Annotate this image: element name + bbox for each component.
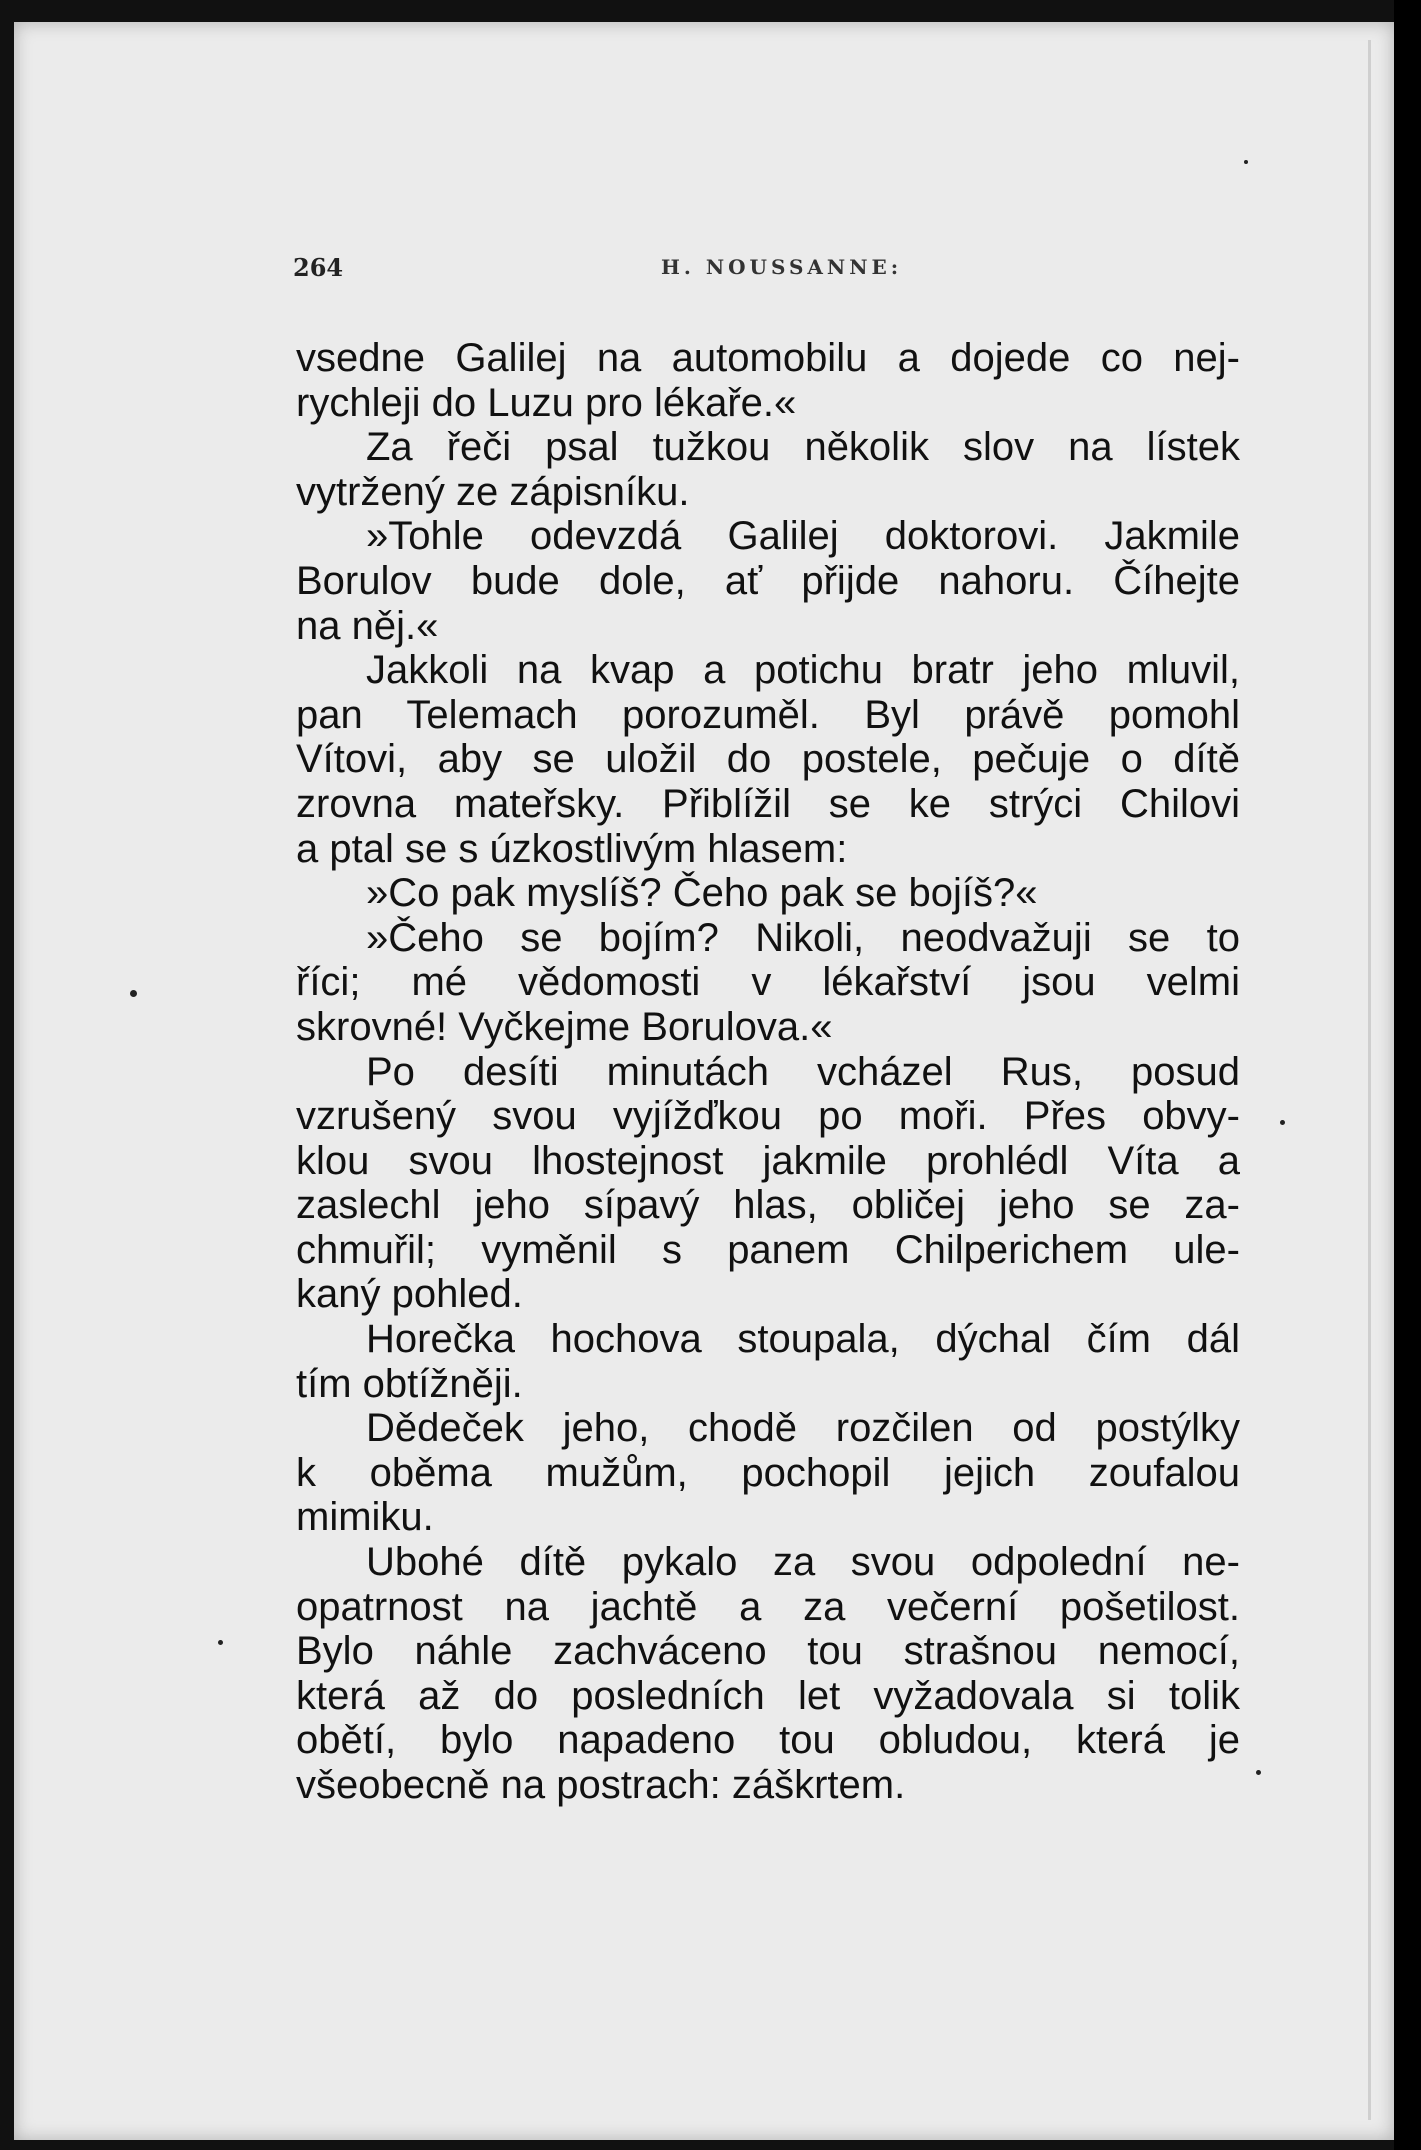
text-line: obětí, bylo napadeno tou obludou, která je [296,1718,1240,1763]
text-line: »Tohle odevzdá Galilej doktorovi. Jakmile [366,514,1240,559]
text-line: Po desíti minutách vcházel Rus, posud [366,1049,1240,1094]
text-line: skrovné! Vyčkejme Borulova.« [296,1004,833,1049]
text-line: Jakkoli na kvap a potichu bratr jeho mluvil, [366,648,1240,693]
text-line: říci; mé vědomosti v lékařství jsou velmi [296,960,1240,1005]
text-line: a ptal se s úzkostlivým hlasem: [296,826,848,871]
scan-speck [130,990,137,997]
text-line: vzrušený svou vyjížďkou po moři. Přes obvy- [296,1094,1240,1139]
text-line: »Čeho se bojím? Nikoli, neodvažuji se to [366,915,1240,960]
text-line: na něj.« [296,603,439,648]
running-title: H. NOUSSANNE: [661,255,903,279]
text-line: »Co pak myslíš? Čeho pak se bojíš?« [366,871,1038,916]
body-text [296,336,1240,1808]
text-line: Dědeček jeho, chodě rozčilen od postýlky [366,1406,1240,1451]
page-number: 264 [293,253,344,282]
page-gutter-line [1368,40,1371,2120]
text-line: všeobecně na postrach: záškrtem. [296,1763,906,1807]
text-line: tím obtížněji. [296,1361,523,1406]
text-line: Borulov bude dole, ať přijde nahoru. Číhejte [296,558,1240,603]
text-line: kaný pohled. [296,1272,523,1317]
text-line: rychleji do Luzu pro lékaře.« [296,380,797,425]
text-line: Vítovi, aby se uložil do postele, pečuje o dítě [296,737,1240,782]
text-line: chmuřil; vyměnil s panem Chilperichem ule- [296,1227,1240,1272]
text-line: opatrnost na jachtě a za večerní pošetilost. [296,1584,1240,1629]
text-line: pan Telemach porozuměl. Byl právě pomohl [296,692,1240,737]
text-line: Horečka hochova stoupala, dýchal čím dál [366,1317,1240,1362]
text-line: vytržený ze zápisníku. [296,469,690,514]
scan-speck [218,1640,223,1645]
scan-speck [1244,160,1248,164]
text-line: která až do posledních let vyžadovala si tolik [296,1673,1240,1718]
text-line: Za řeči psal tužkou několik slov na lístek [366,425,1240,470]
scan-speck [1280,1120,1285,1125]
text-line: Bylo náhle zachváceno tou strašnou nemocí, [296,1629,1240,1674]
page-header [293,253,1253,293]
text-line: mimiku. [296,1495,434,1540]
scan-border [1394,0,1421,2150]
text-line: k oběma mužům, pochopil jejich zoufalou [296,1450,1240,1495]
scan-speck [1256,1770,1261,1775]
text-line: zaslechl jeho sípavý hlas, obličej jeho se za- [296,1183,1240,1228]
text-line: Ubohé dítě pykalo za svou odpolední ne- [366,1540,1240,1585]
text-line: zrovna mateřsky. Přiblížil se ke strýci Chilovi [296,781,1240,826]
text-line: vsedne Galilej na automobilu a dojede co nej- [296,336,1240,380]
text-line: klou svou lhostejnost jakmile prohlédl Víta a [296,1138,1240,1183]
